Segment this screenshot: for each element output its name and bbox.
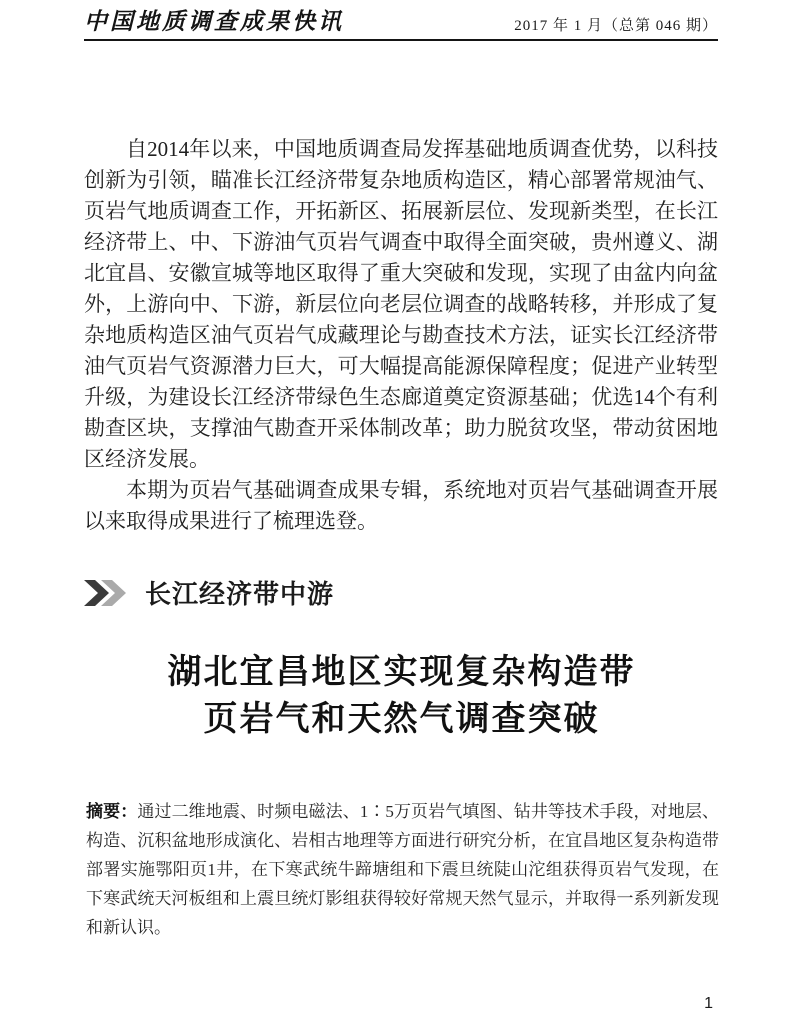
intro-paragraph-1: 自2014年以来，中国地质调查局发挥基础地质调查优势，以科技创新为引领，瞄准长江经济带复杂地质构造区，精心部署常规油气、页岩气地质调查工作，开拓新区、拓展新层位、发现新类型，在长江经济带上、中、下游油气页岩气调查中取得全面突破，贵州遵义、湖北宜昌、安徽宣城等地区取得了重大突破和发现，实现了由盆内向盆外，上游向中、下游，新层位向老层位调查的战略转移，并形成了复杂地质构造区油气页岩气成藏理论与勘查技术方法，证实长江经济带油气页岩气资源潜力巨大，可大幅提高能源保障程度；促进产业转型升级，为建设长江经济带绿色生态廊道奠定资源基础；优选14个有利勘查区块，支撑油气勘查开采体制改革；助力脱贫攻坚，带动贫困地区经济发展。 bbox=[84, 137, 718, 471]
article-title-line-1: 湖北宜昌地区实现复杂构造带 bbox=[167, 653, 636, 691]
masthead-issue-date: 2017 年 1 月（总第 046 期） bbox=[514, 18, 718, 34]
intro-section bbox=[84, 134, 718, 537]
page-number: 1 bbox=[704, 995, 713, 1012]
abstract bbox=[86, 797, 719, 942]
section-label: 长江经济带中游 bbox=[145, 580, 335, 609]
double-chevron-right-icon bbox=[84, 579, 132, 607]
abstract-label: 摘要： bbox=[86, 802, 138, 821]
abstract-text: 通过二维地震、时频电磁法、1∶5万页岩气填图、钻井等技术手段，对地层、构造、沉积盆地形成演化、岩相古地理等方面进行研究分析，在宜昌地区复杂构造带部署实施鄂阳页1井，在下寒武统牛蹄塘组和下震旦统陡山沱组获得页岩气发现，在下寒武统天河板组和上震旦统灯影组获得较好常规天然气显示，并取得一系列新发现和新认识。 bbox=[86, 802, 719, 937]
masthead-title: 中国地质调查成果快讯 bbox=[84, 9, 344, 34]
article-title bbox=[0, 649, 803, 743]
masthead bbox=[84, 0, 718, 41]
section-header bbox=[84, 574, 334, 611]
intro-paragraph-2: 本期为页岩气基础调查成果专辑，系统地对页岩气基础调查开展以来取得成果进行了梳理选登。 bbox=[84, 478, 718, 533]
article-title-line-2: 页岩气和天然气调查突破 bbox=[203, 700, 600, 738]
